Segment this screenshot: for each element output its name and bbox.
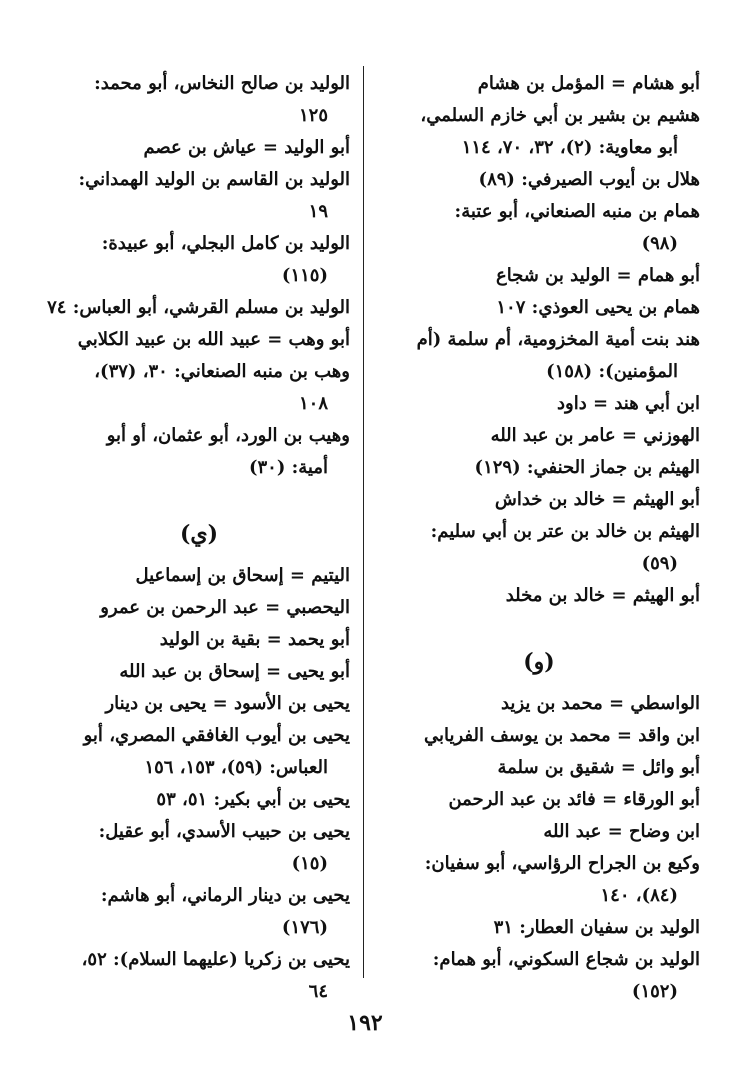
- index-entry: الوليد بن شجاع السكوني، أبو همام:: [432, 949, 700, 970]
- index-entry: يحيى بن أبي بكير: ٥١، ٥٣: [156, 789, 350, 810]
- index-entry: أبو هشام = المؤمل بن هشام: [477, 73, 700, 94]
- section-letter-ya: (ي): [179, 521, 219, 547]
- index-entry: ابن أبي هند = داود: [557, 393, 700, 414]
- left-column: [48, 68, 350, 1008]
- index-entry: الهوزني = عامر بن عبد الله: [490, 425, 700, 446]
- right-entries-block-2: [378, 688, 700, 1008]
- index-entry: اليتيم = إسحاق بن إسماعيل: [135, 565, 350, 586]
- index-entry: الوليد بن سفيان العطار: ٣١: [493, 917, 700, 938]
- index-entry: همام بن يحيى العوذي: ١٠٧: [496, 297, 700, 318]
- index-entry: أبو وهب = عبيد الله بن عبيد الكلابي: [77, 329, 350, 350]
- index-entry: ابن واقد = محمد بن يوسف الفريابي: [423, 725, 700, 746]
- index-entry: أبو الهيثم = خالد بن خداش: [494, 489, 700, 510]
- index-entry-continuation: (٥٩): [641, 553, 678, 574]
- index-entry: أبو الهيثم = خالد بن مخلد: [505, 585, 700, 606]
- index-entry: أبو يحيى = إسحاق بن عبد الله: [119, 661, 350, 682]
- index-entry: يحيى بن الأسود = يحيى بن دينار: [105, 693, 350, 714]
- index-entry-continuation: ٦٤: [308, 981, 328, 1002]
- index-entry: الهيثم بن خالد بن عتر بن أبي سليم:: [430, 521, 700, 542]
- index-entry-continuation: (٨٤)، ١٤٠: [600, 885, 678, 906]
- index-entry-continuation: العباس: (٥٩)، ١٥٣، ١٥٦: [144, 757, 328, 778]
- index-entry-continuation: ١٢٥: [298, 105, 328, 126]
- index-entry: الوليد بن صالح النخاس، أبو محمد:: [94, 73, 350, 94]
- index-entry-continuation: (١٥٢): [631, 981, 678, 1002]
- index-entry: يحيى بن دينار الرماني، أبو هاشم:: [100, 885, 350, 906]
- index-entry: هلال بن أيوب الصيرفي: (٨٩): [478, 169, 700, 190]
- index-entry: أبو يحمد = بقية بن الوليد: [159, 629, 350, 650]
- index-entry: الهيثم بن جماز الحنفي: (١٢٩): [474, 457, 700, 478]
- index-entry: وكيع بن الجراح الرؤاسي، أبو سفيان:: [424, 853, 700, 874]
- index-entry: هشيم بن بشير بن أبي خازم السلمي،: [420, 105, 700, 126]
- index-entry: يحيى بن زكريا (عليهما السلام): ٥٢،: [81, 949, 350, 970]
- index-entry-continuation: أبو معاوية: (٢)، ٣٢، ٧٠، ١١٤: [461, 137, 678, 158]
- page-number: ١٩٢: [347, 1010, 383, 1036]
- right-column: [378, 68, 700, 1008]
- index-entry: الوليد بن القاسم بن الوليد الهمداني:: [78, 169, 350, 190]
- index-entry-continuation: (١٥): [291, 853, 328, 874]
- index-entry: الوليد بن كامل البجلي، أبو عبيدة:: [101, 233, 350, 254]
- index-entry: أبو وائل = شقيق بن سلمة: [497, 757, 700, 778]
- index-entry: الوليد بن مسلم القرشي، أبو العباس: ٧٤: [47, 297, 350, 318]
- column-divider: [363, 66, 364, 978]
- index-entry-continuation: ١٩: [308, 201, 328, 222]
- index-entry-continuation: أمية: (٣٠): [248, 457, 328, 478]
- index-entry: همام بن منبه الصنعاني، أبو عتبة:: [454, 201, 700, 222]
- index-entry: وهب بن منبه الصنعاني: ٣٠، (٣٧)،: [94, 361, 350, 382]
- index-entry: أبو الورقاء = فائد بن عبد الرحمن: [448, 789, 700, 810]
- section-letter-waw: (و): [523, 649, 555, 675]
- index-entry-continuation: ١٠٨: [298, 393, 328, 414]
- index-entry: أبو الوليد = عياش بن عصم: [143, 137, 350, 158]
- index-entry: وهيب بن الورد، أبو عثمان، أو أبو: [106, 425, 350, 446]
- left-entries-block-1: [48, 68, 350, 484]
- index-entry: ابن وضاح = عبد الله: [543, 821, 700, 842]
- index-entry: الواسطي = محمد بن يزيد: [500, 693, 700, 714]
- index-entry-continuation: (١٧٦): [281, 917, 328, 938]
- index-entry-continuation: (٩٨): [641, 233, 678, 254]
- index-entry: يحيى بن حبيب الأسدي، أبو عقيل:: [98, 821, 350, 842]
- index-entry: اليحصبي = عبد الرحمن بن عمرو: [100, 597, 350, 618]
- right-entries-block-1: [378, 68, 700, 612]
- index-entry: هند بنت أمية المخزومية، أم سلمة (أم: [416, 329, 700, 350]
- left-entries-block-2: [48, 560, 350, 1008]
- index-entry: أبو همام = الوليد بن شجاع: [495, 265, 700, 286]
- index-entry-continuation: المؤمنين): (١٥٨): [546, 361, 678, 382]
- index-entry: يحيى بن أيوب الغافقي المصري، أبو: [83, 725, 350, 746]
- index-entry-continuation: (١١٥): [281, 265, 328, 286]
